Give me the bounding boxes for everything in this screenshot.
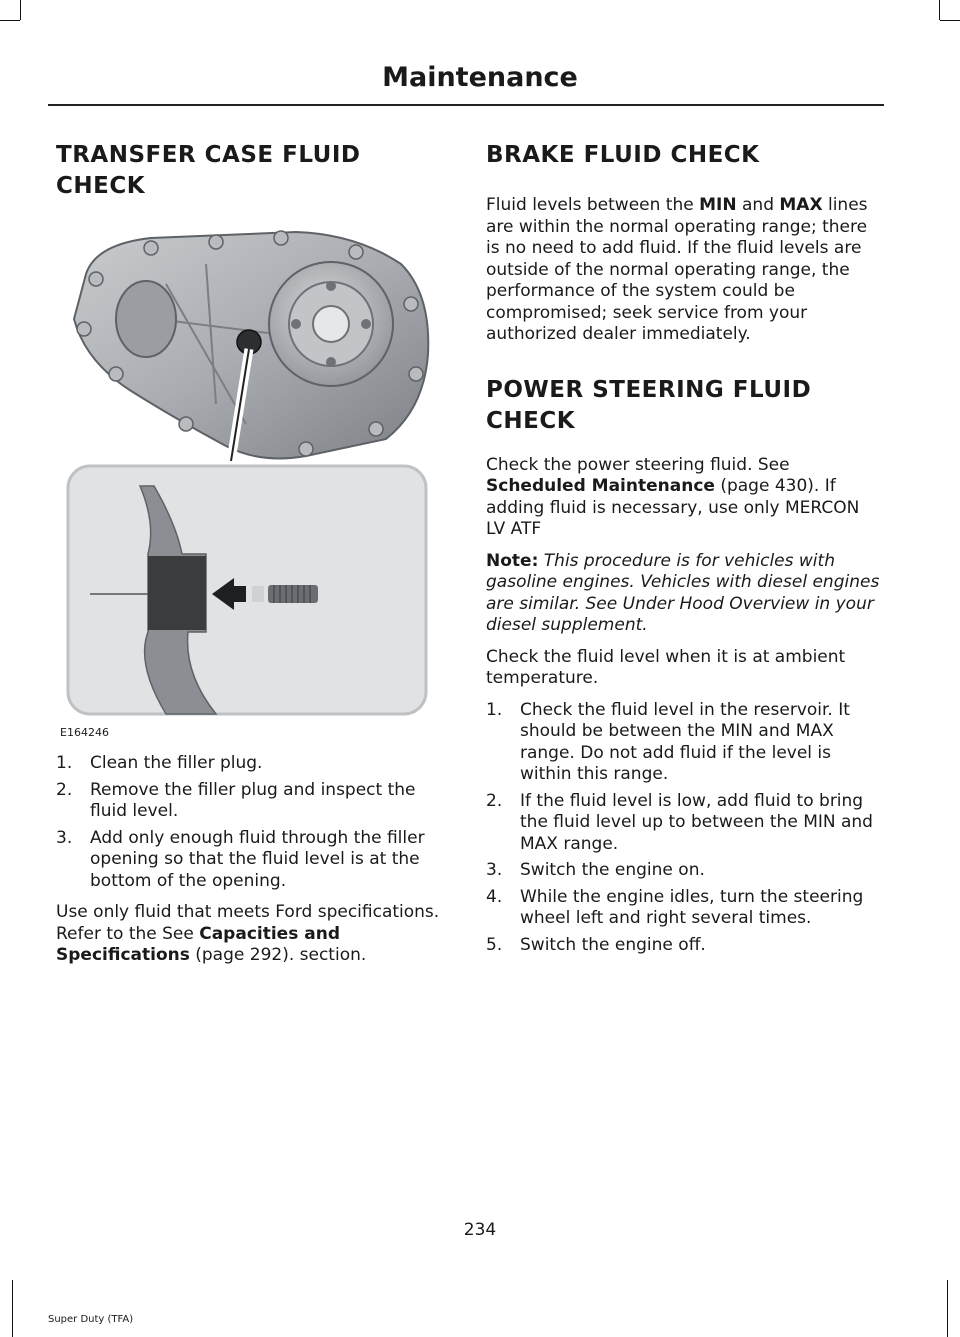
transfer-case-heading: TRANSFER CASE FLUID CHECK (56, 142, 361, 199)
fluid-spec-paragraph: Use only fluid that meets Ford specifications. Refer to the See Capacities and Specifications (page 292). section. (56, 902, 440, 965)
page-number: 234 (463, 1220, 497, 1240)
left-column (56, 140, 448, 967)
list-item: 4. While the engine idles, turn the steering wheel left and right several times. (486, 886, 864, 928)
scheduled-maintenance-link[interactable]: Scheduled Maintenance (486, 476, 715, 496)
footer-model: Super Duty (TFA) (48, 1314, 134, 1325)
crop-mark (940, 20, 960, 21)
ambient-temp-paragraph: Check the fluid level when it is at ambient temperature. (486, 646, 846, 688)
list-item: 1. Check the fluid level in the reservoir. It should be between the MIN and MAX range. Do not add fluid if the level is within this range. (486, 699, 850, 784)
list-item: 5. Switch the engine off. (486, 934, 706, 955)
right-column (486, 140, 880, 956)
header-rule (48, 104, 884, 106)
transfer-case-steps (56, 753, 448, 892)
list-item: 3. Add only enough fluid through the filler opening so that the fluid level is at the bottom of the opening. (56, 827, 425, 891)
section-title: Maintenance (382, 62, 578, 93)
list-item: 1. Clean the filler plug. (56, 753, 263, 773)
list-item: 2. Remove the filler plug and inspect the fluid level. (56, 779, 416, 821)
capacities-link[interactable]: Capacities and Specifications (56, 923, 340, 965)
crop-mark (12, 1280, 13, 1337)
brake-fluid-heading: BRAKE FLUID CHECK (486, 142, 760, 168)
figure-code: E164246 (60, 726, 109, 739)
power-steering-paragraph: Check the power steering fluid. See Scheduled Maintenance (page 430). If adding fluid is necessary, use only MERCON LV ATF (486, 454, 860, 539)
power-steering-steps (486, 700, 880, 957)
crop-mark (939, 0, 940, 20)
crop-mark (947, 1280, 948, 1337)
note-paragraph: Note: This procedure is for vehicles with gasoline engines. Vehicles with diesel engines are similar. See Under Hood Overview in your diesel supplement. (486, 550, 880, 635)
crop-mark (20, 0, 21, 20)
list-item: 3. Switch the engine on. (486, 860, 705, 880)
brake-fluid-paragraph: Fluid levels between the MIN and MAX lines are within the normal operating range; there is no need to add fluid. If the fluid levels are outside of the normal operating range, the performance of the system could be compromised; seek service from your authorized dealer immediately. (486, 195, 868, 344)
transfer-case-illustration (56, 224, 448, 739)
transfer-case-drawing (56, 224, 448, 739)
list-item: 2. If the fluid level is low, add fluid to bring the fluid level up to between the MIN and MAX range. (486, 790, 873, 854)
power-steering-heading: POWER STEERING FLUID CHECK (486, 376, 812, 434)
crop-mark (0, 20, 20, 21)
